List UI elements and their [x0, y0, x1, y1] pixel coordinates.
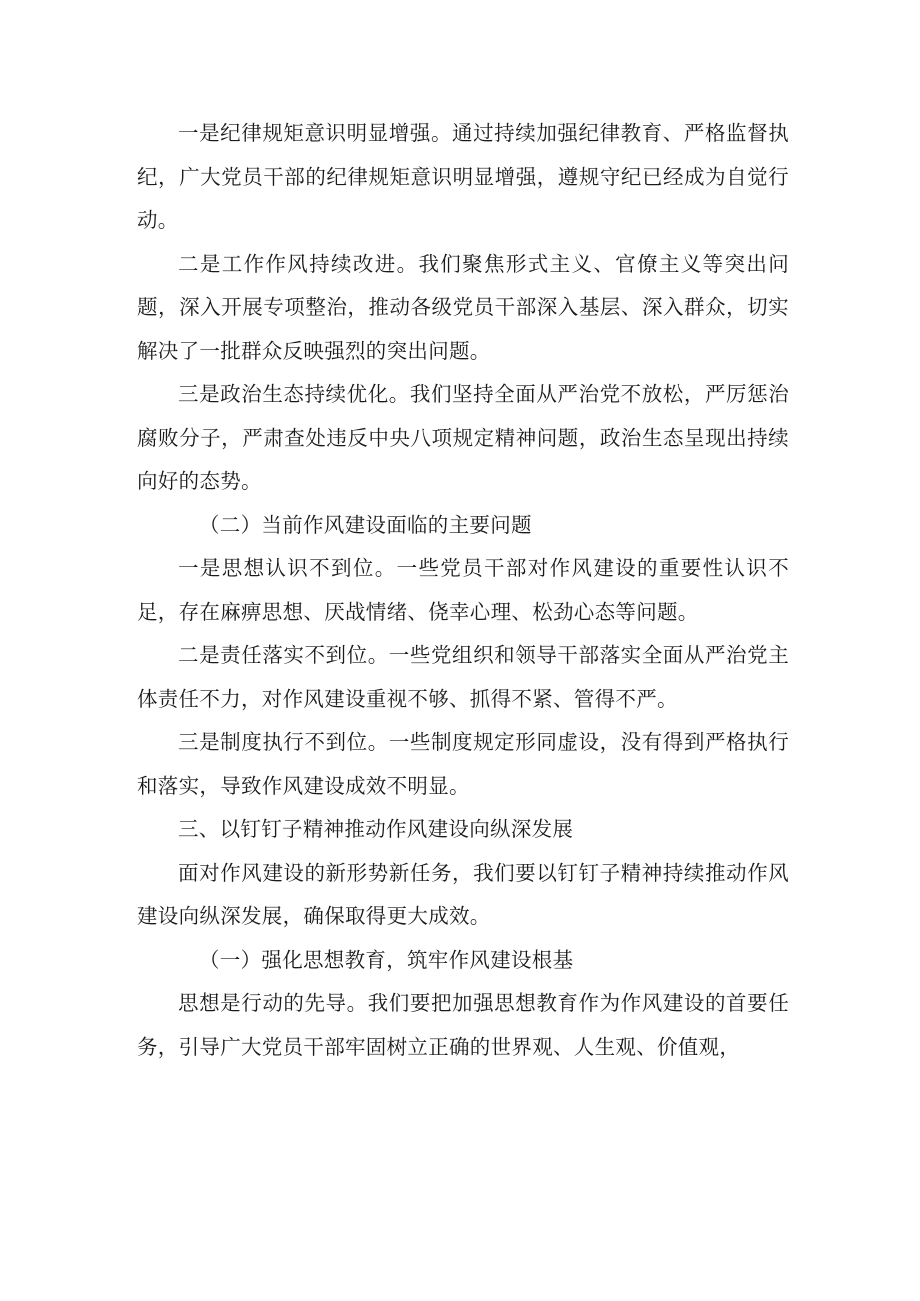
section-heading-main-problems: （二）当前作风建设面临的主要问题 — [199, 512, 532, 537]
paragraph-discipline-awareness: 一是纪律规矩意识明显增强。通过持续加强纪律教育、严格监督执纪，广大党员干部的纪律规矩意识明显增强，遵规守纪已经成为自觉行动。 — [137, 121, 789, 232]
paragraph-system-execution: 三是制度执行不到位。一些制度规定形同虚设，没有得到严格执行和落实，导致作风建设成效不明显。 — [137, 730, 789, 798]
paragraph-responsibility: 二是责任落实不到位。一些党组织和领导干部落实全面从严治党主体责任不力，对作风建设重视不够、抓得不紧、管得不严。 — [137, 643, 789, 711]
section-heading-part-three: 三、以钉钉子精神推动作风建设向纵深发展 — [178, 817, 574, 841]
paragraph-new-situation: 面对作风建设的新形势新任务，我们要以钉钉子精神持续推动作风建设向纵深发展，确保取得更大成效。 — [137, 860, 789, 928]
paragraph-political-ecology: 三是政治生态持续优化。我们坚持全面从严治党不放松，严厉惩治腐败分子，严肃查处违反中央八项规定精神问题，政治生态呈现出持续向好的态势。 — [137, 382, 789, 493]
section-heading-ideological-education: （一）强化思想教育，筑牢作风建设根基 — [199, 947, 574, 972]
paragraph-work-style-improvement: 二是工作作风持续改进。我们聚焦形式主义、官僚主义等突出问题，深入开展专项整治，推动各级党员干部深入基层、深入群众，切实解决了一批群众反映强烈的突出问题。 — [137, 251, 789, 363]
paragraph-ideological-awareness: 一是思想认识不到位。一些党员干部对作风建设的重要性认识不足，存在麻痹思想、厌战情绪、侥幸心理、松劲心态等问题。 — [137, 556, 789, 624]
paragraph-thought-guides-action: 思想是行动的先导。我们要把加强思想教育作为作风建设的首要任务，引导广大党员干部牢固树立正确的世界观、人生观、价值观， — [137, 991, 789, 1059]
document-body — [137, 112, 789, 1069]
